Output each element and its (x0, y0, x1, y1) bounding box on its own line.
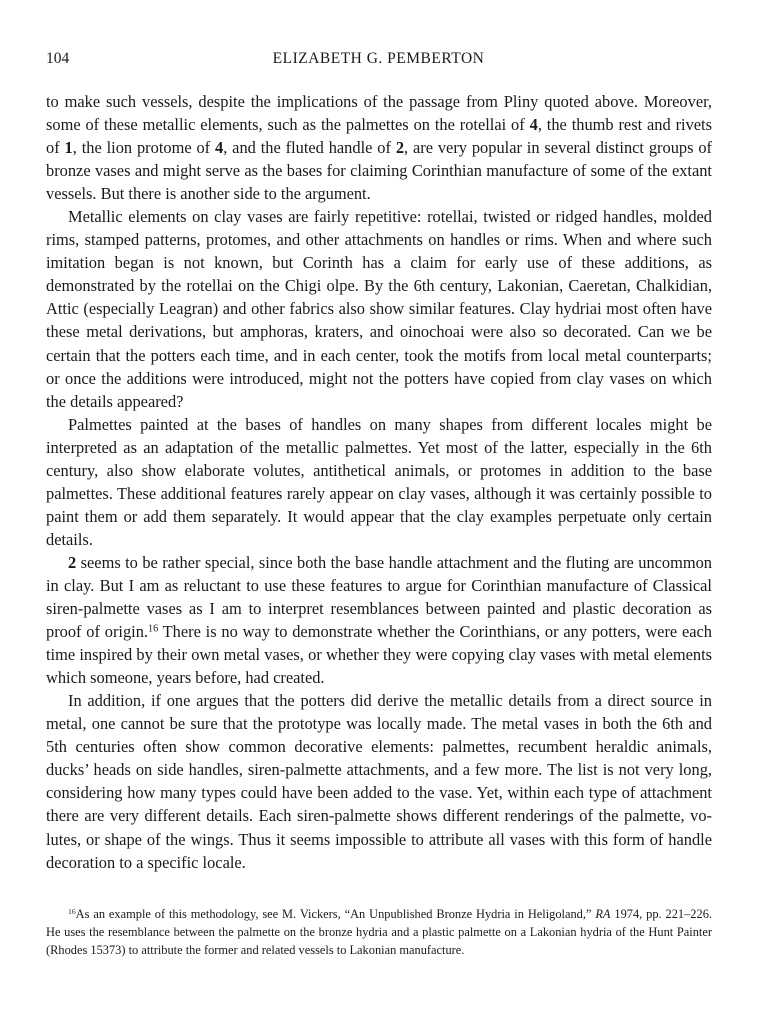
text-run: , the lion protome of (72, 138, 215, 158)
footnote-16 (46, 905, 712, 959)
text-run: 1974, pp. 221–226. He uses the resemblance between the palmette on the bronze hydria and a plastic palmette on a Lakonian hydria of the Hunt Painter (Rhodes 15373) to attribute the former and related vessels to Lakonian manufacture. (46, 907, 712, 957)
paragraph-2: Metallic elements on clay vases are fairly repetitive: rotellai, twisted or ridged handles, molded rims, stamped patterns, protomes, and other attachments on handles or rims. When and where such imitation began is not known, but Corinth has a claim for early use of these additions, as demonstrated by the rotellai on the Chigi olpe. By the 6th century, Lakonian, Caeretan, Chalkidian, Attic (especially Leagran) and other fabrics also show similar features. Clay hydriai most often have these metal derivations, but amphoras, kraters, and oinochoai were also so decorated. Can we be certain that the potters each time, and in each center, took the motifs from local metal counterparts; or once the additions were introduced, might not the potters have copied from clay vases on which the details appeared? (46, 207, 712, 411)
footnote-marker: 16 (68, 906, 76, 916)
catalog-number: 4 (215, 138, 224, 158)
footnotes (46, 905, 712, 959)
paragraph-3: Palmettes painted at the bases of handles on many shapes from different locales might be interpreted as an adaptation of the metallic palmettes. Yet most of the latter, especially in the 6th century, also show elaborate volutes, antithetical animals, or protomes in addition to the base palmettes. These additional features rarely appear on clay vases, although it was certainly possible to paint them or add them separately. It would appear that the clay examples perpetuate only certain details. (46, 414, 712, 549)
text-run: , are very popular in several distinct groups of bronze vases and might serve as the bases for claiming Corinthian manufacture of some of the extant vessels. But there is another side to the argument. (46, 138, 712, 204)
running-head: ELIZABETH G. PEMBERTON (272, 50, 485, 67)
journal-abbreviation: RA (595, 907, 611, 921)
page-header (46, 50, 711, 72)
paragraph-5: In addition, if one argues that the potters did derive the metallic details from a direct source in metal, one cannot be sure that the prototype was locally made. The metal vases in both the 6th and 5th centuries often show common decorative elements: palmettes, recumbent heraldic animals, ducks’ heads on side handles, siren-palmette attachments, and a few more. The list is not very long, considering how many types could have been added to the vase. Yet, within each type of attachment there are very different details. Each siren-palmette shows different renderings of the palmette, volutes, or shape of the wings. Thus it seems impossible to attribute all vases with this form of handle decoration to a specific locale. (46, 691, 712, 872)
paragraph-1 (46, 90, 712, 205)
text-run: seems to be rather special, since both the base handle attachment and the fluting are uncommon in clay. But I am as reluctant to use these features to argue for Corinthian manufacture of Classical siren-palmette vases as I am to interpret resemblances between painted and plastic decoration as proof of origin. (46, 552, 712, 642)
text-run: As an example of this methodology, see M. Vickers, “An Unpublished Bronze Hydria in Heligoland,” (75, 907, 596, 921)
catalog-number: 4 (529, 115, 538, 135)
text-run: , and the fluted handle of (223, 138, 396, 158)
text-run: There is no way to demonstrate whether the Corinthians, or any potters, were each time inspired by their own metal vases, or whether they were copying clay vases with metal elements which someone, years before, had created. (46, 622, 712, 688)
text-run: , the thumb rest and rivets of (46, 115, 712, 158)
catalog-number: 2 (68, 552, 77, 572)
catalog-number: 1 (64, 138, 73, 158)
footnote-reference[interactable]: 16 (148, 623, 159, 635)
text-run: to make such vessels, despite the implications of the passage from Pliny quoted above. Moreover, some of these metallic elements, such as the palmettes on the rotellai of (46, 92, 712, 135)
page-number: 104 (46, 50, 70, 67)
body-text (46, 90, 712, 874)
paragraph-4 (46, 551, 712, 689)
catalog-number: 2 (395, 138, 405, 158)
